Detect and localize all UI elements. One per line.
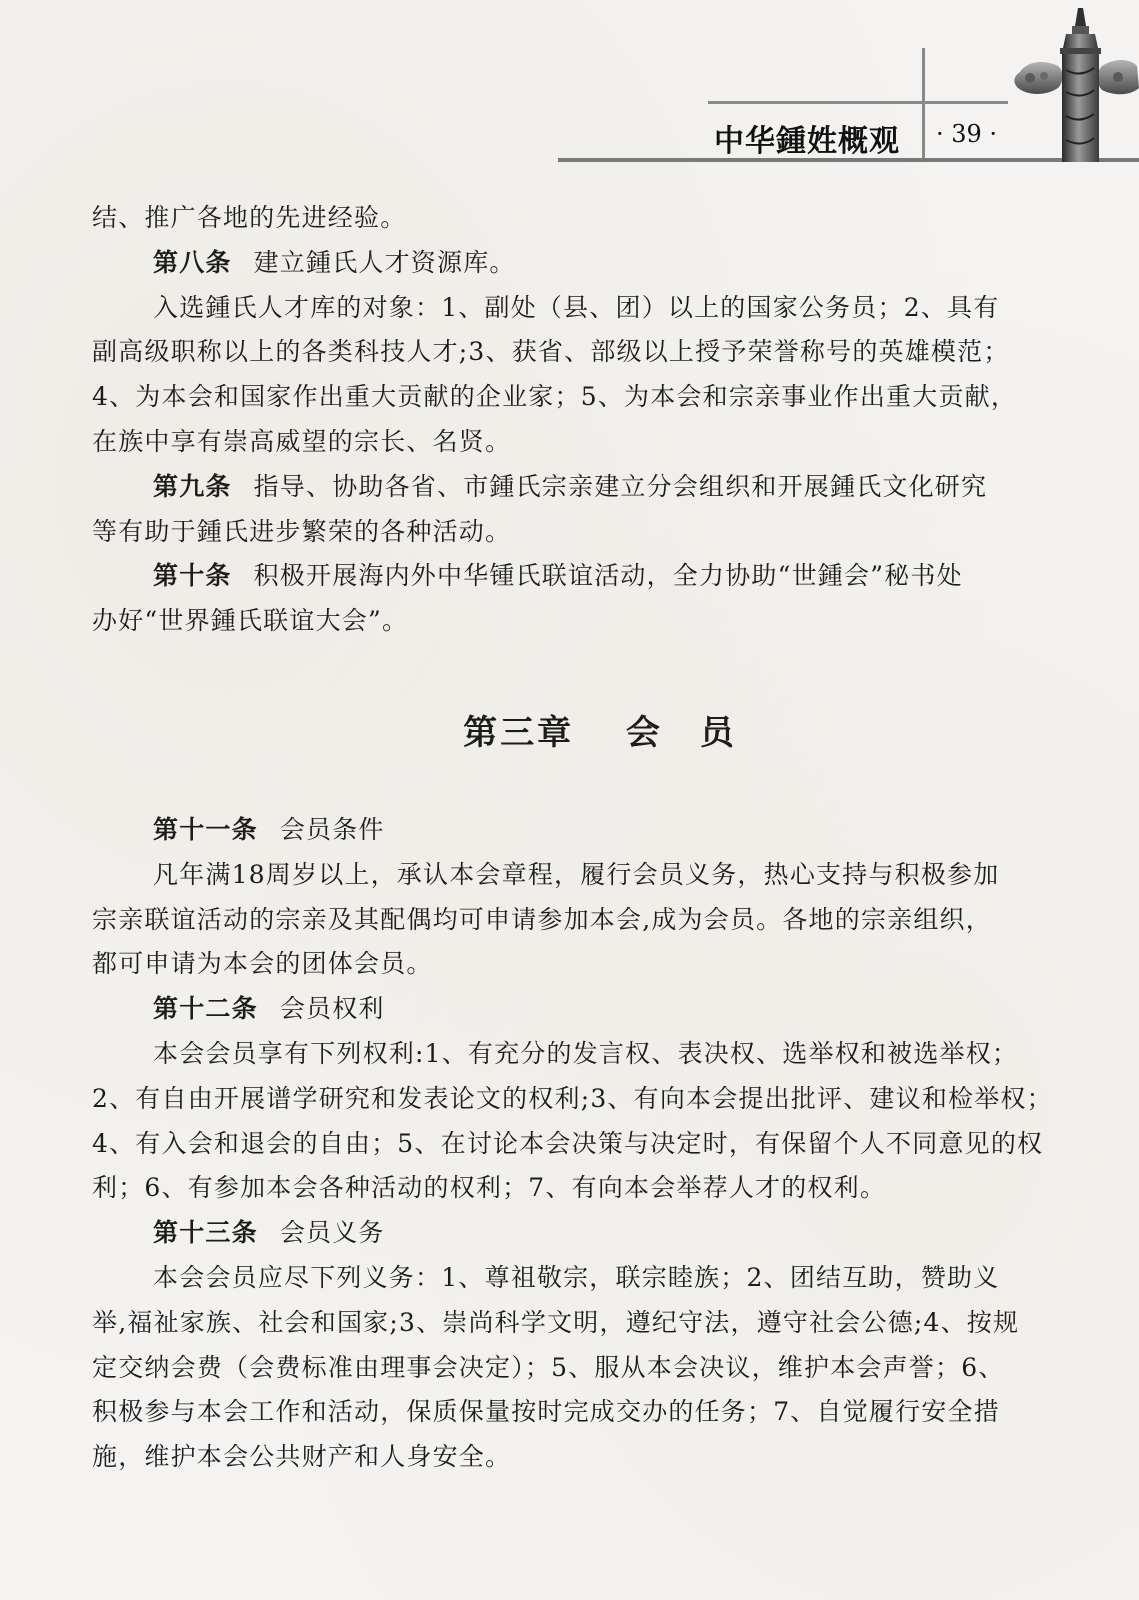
article-8-label: 第八条 (153, 247, 232, 277)
paragraph-line: 4、有入会和退会的自由；5、在讨论本会决策与决定时，有保留个人不同意见的权 (92, 1128, 1044, 1158)
article-13-title: 会员义务 (279, 1218, 385, 1248)
huabiao-pillar-icon (1010, 0, 1139, 162)
article-13-heading (92, 1211, 1058, 1256)
article-11-title: 会员条件 (279, 814, 385, 844)
paragraph-line: 宗亲联谊活动的宗亲及其配偶均可申请参加本会,成为会员。各地的宗亲组织， (92, 904, 992, 934)
paragraph-line: 在族中享有崇高威望的宗长、名贤。 (92, 426, 512, 456)
paragraph-line: 积极参与本会工作和活动，保质保量按时完成交办的任务；7、自觉履行安全措 (92, 1397, 1000, 1427)
paragraph-line: 2、有自由开展谱学研究和发表论文的权利;3、有向本会提出批评、建议和检举权； (92, 1083, 1053, 1113)
paragraph-line: 本会会员应尽下列义务：1、尊祖敬宗，联宗睦族；2、团结互助，赞助义 (153, 1262, 1000, 1292)
paragraph-line: 4、为本会和国家作出重大贡献的企业家；5、为本会和宗亲事业作出重大贡献， (92, 382, 1018, 412)
book-title: 中华鍾姓概观 (714, 124, 900, 159)
paragraph-line: 施，维护本会公共财产和人身安全。 (92, 1442, 512, 1472)
article-10-text: 积极开展海内外中华锺氏联谊活动，全力协助“世鍾会”秘书处 (253, 561, 963, 591)
article-9-label: 第九条 (153, 471, 232, 501)
article-12-title: 会员权利 (279, 994, 385, 1024)
paragraph-line: 凡年满18周岁以上，承认本会章程，履行会员义务，热心支持与积极参加 (153, 859, 1000, 889)
page-header (0, 0, 1139, 170)
paragraph-line: 结、推广各地的先进经验。 (92, 203, 407, 232)
article-8-heading (92, 241, 1058, 286)
article-11-heading (92, 808, 1058, 853)
article-9-heading (92, 465, 1058, 510)
article-10-heading (92, 554, 1058, 599)
paragraph-line: 办好“世界鍾氏联谊大会”。 (92, 606, 409, 636)
article-10-label: 第十条 (153, 561, 232, 591)
paragraph-line: 举,福祉家族、社会和国家;3、崇尚科学文明，遵纪守法，遵守社会公德;4、按规 (92, 1307, 1020, 1337)
article-12-heading (92, 987, 1058, 1032)
article-8-title: 建立鍾氏人才资源库。 (253, 247, 516, 277)
paragraph-line: 本会会员享有下列权利:1、有充分的发言权、表决权、选举权和被选举权； (153, 1038, 1019, 1068)
article-12-label: 第十二条 (153, 994, 258, 1024)
paragraph-line: 等有助于鍾氏进步繁荣的各种活动。 (92, 516, 512, 546)
page-number: · 39 · (936, 120, 998, 148)
paragraph-line: 入选鍾氏人才库的对象：1、副处（县、团）以上的国家公务员；2、具有 (153, 292, 1000, 322)
header-rule-vertical (922, 48, 925, 160)
article-13-label: 第十三条 (153, 1218, 258, 1248)
article-body (92, 196, 1058, 1480)
article-9-text: 指导、协助各省、市鍾氏宗亲建立分会组织和开展鍾氏文化研究 (253, 471, 988, 501)
paragraph-line: 定交纳会费（会费标准由理事会决定）；5、服从本会决议，维护本会声誉；6、 (92, 1352, 1005, 1382)
paragraph-line: 利；6、有参加本会各种活动的权利；7、有向本会举荐人才的权利。 (92, 1173, 887, 1203)
article-11-label: 第十一条 (153, 814, 258, 844)
header-rule-top (708, 101, 1008, 104)
paragraph-line: 都可申请为本会的团体会员。 (92, 949, 433, 979)
chapter-title: 第三章 会 员 (463, 712, 737, 753)
paragraph-line: 副高级职称以上的各类科技人才;3、获省、部级以上授予荣誉称号的英雄模范； (92, 337, 1010, 367)
